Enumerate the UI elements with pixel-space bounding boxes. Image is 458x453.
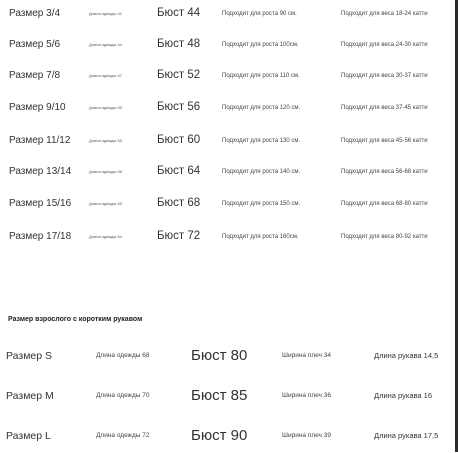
size-cell: Размер 5/6: [9, 39, 61, 50]
length-cell: Длина одежды 60: [89, 201, 122, 206]
size-cell: Размер 9/10: [9, 102, 66, 113]
table-row: [0, 167, 455, 187]
height-cell: Подходит для роста 130 см.: [222, 138, 301, 144]
table-row: [0, 347, 455, 373]
size-cell: Размер S: [6, 350, 53, 362]
bust-cell: Бюст 60: [157, 134, 201, 146]
length-cell: Длина одежды 44: [89, 42, 122, 47]
bust-cell: Бюст 80: [191, 347, 248, 364]
table-row: [0, 427, 455, 453]
bust-cell: Бюст 68: [157, 197, 201, 209]
shoulder-cell: Ширина плеч 36: [282, 392, 331, 399]
height-cell: Подходит для роста 160см.: [222, 234, 299, 240]
table-row: [0, 40, 455, 60]
size-cell: Размер L: [6, 430, 51, 442]
size-cell: Размер 11/12: [9, 135, 71, 146]
weight-cell: Подходит для веса 18-24 катти: [341, 11, 428, 17]
length-cell: Длина одежды 47: [89, 73, 122, 78]
length-cell: Длина одежды 50: [89, 105, 122, 110]
length-cell: Длина одежды 64: [89, 234, 122, 239]
length-cell: Длина одежды 41: [89, 11, 122, 16]
weight-cell: Подходит для веса 56-68 катти: [341, 169, 428, 175]
weight-cell: Подходит для веса 30-37 катти: [341, 73, 428, 79]
height-cell: Подходит для роста 100см.: [222, 42, 299, 48]
bust-cell: Бюст 48: [157, 38, 201, 50]
size-cell: Размер 17/18: [9, 231, 72, 242]
length-cell: Длина одежды 70: [96, 392, 150, 399]
length-cell: Длина одежды 72: [96, 432, 150, 439]
table-row: [0, 9, 455, 29]
height-cell: Подходит для роста 140 см.: [222, 169, 301, 175]
height-cell: Подходит для роста 150 см.: [222, 201, 301, 207]
sleeve-cell: Длина рукава 14,5: [374, 351, 439, 360]
height-cell: Подходит для роста 120 см.: [222, 105, 301, 111]
bust-cell: Бюст 56: [157, 101, 201, 113]
sleeve-cell: Длина рукава 17,5: [374, 431, 439, 440]
size-cell: Размер 7/8: [9, 70, 61, 81]
bust-cell: Бюст 52: [157, 69, 201, 81]
weight-cell: Подходит для веса 37-45 катти: [341, 105, 428, 111]
height-cell: Подходит для роста 90 см.: [222, 11, 297, 17]
table-row: [0, 232, 455, 252]
table-row: [0, 71, 455, 91]
size-cell: Размер M: [6, 390, 54, 402]
table-row: [0, 199, 455, 219]
table-row: [0, 103, 455, 123]
bust-cell: Бюст 85: [191, 387, 248, 404]
length-cell: Длина одежды 68: [96, 352, 150, 359]
size-cell: Размер 13/14: [9, 166, 72, 177]
bust-cell: Бюст 44: [157, 7, 201, 19]
table-row: [0, 136, 455, 156]
sleeve-cell: Длина рукава 16: [374, 391, 432, 400]
adult-section-title: Размер взрослого с коротким рукавом: [8, 316, 143, 323]
bust-cell: Бюст 72: [157, 230, 201, 242]
bust-cell: Бюст 90: [191, 427, 248, 444]
size-cell: Размер 15/16: [9, 198, 72, 209]
weight-cell: Подходит для веса 80-92 катти: [341, 234, 428, 240]
table-row: [0, 387, 455, 413]
shoulder-cell: Ширина плеч 34: [282, 352, 331, 359]
bust-cell: Бюст 64: [157, 165, 201, 177]
height-cell: Подходит для роста 110 см.: [222, 73, 300, 79]
weight-cell: Подходит для веса 24-30 катти: [341, 42, 428, 48]
weight-cell: Подходит для веса 45-56 катти: [341, 138, 428, 144]
length-cell: Длина одежды 53: [89, 138, 122, 143]
length-cell: Длина одежды 56: [89, 169, 122, 174]
shoulder-cell: Ширина плеч 39: [282, 432, 331, 439]
size-cell: Размер 3/4: [9, 8, 61, 19]
weight-cell: Подходит для веса 68-80 катти: [341, 201, 428, 207]
